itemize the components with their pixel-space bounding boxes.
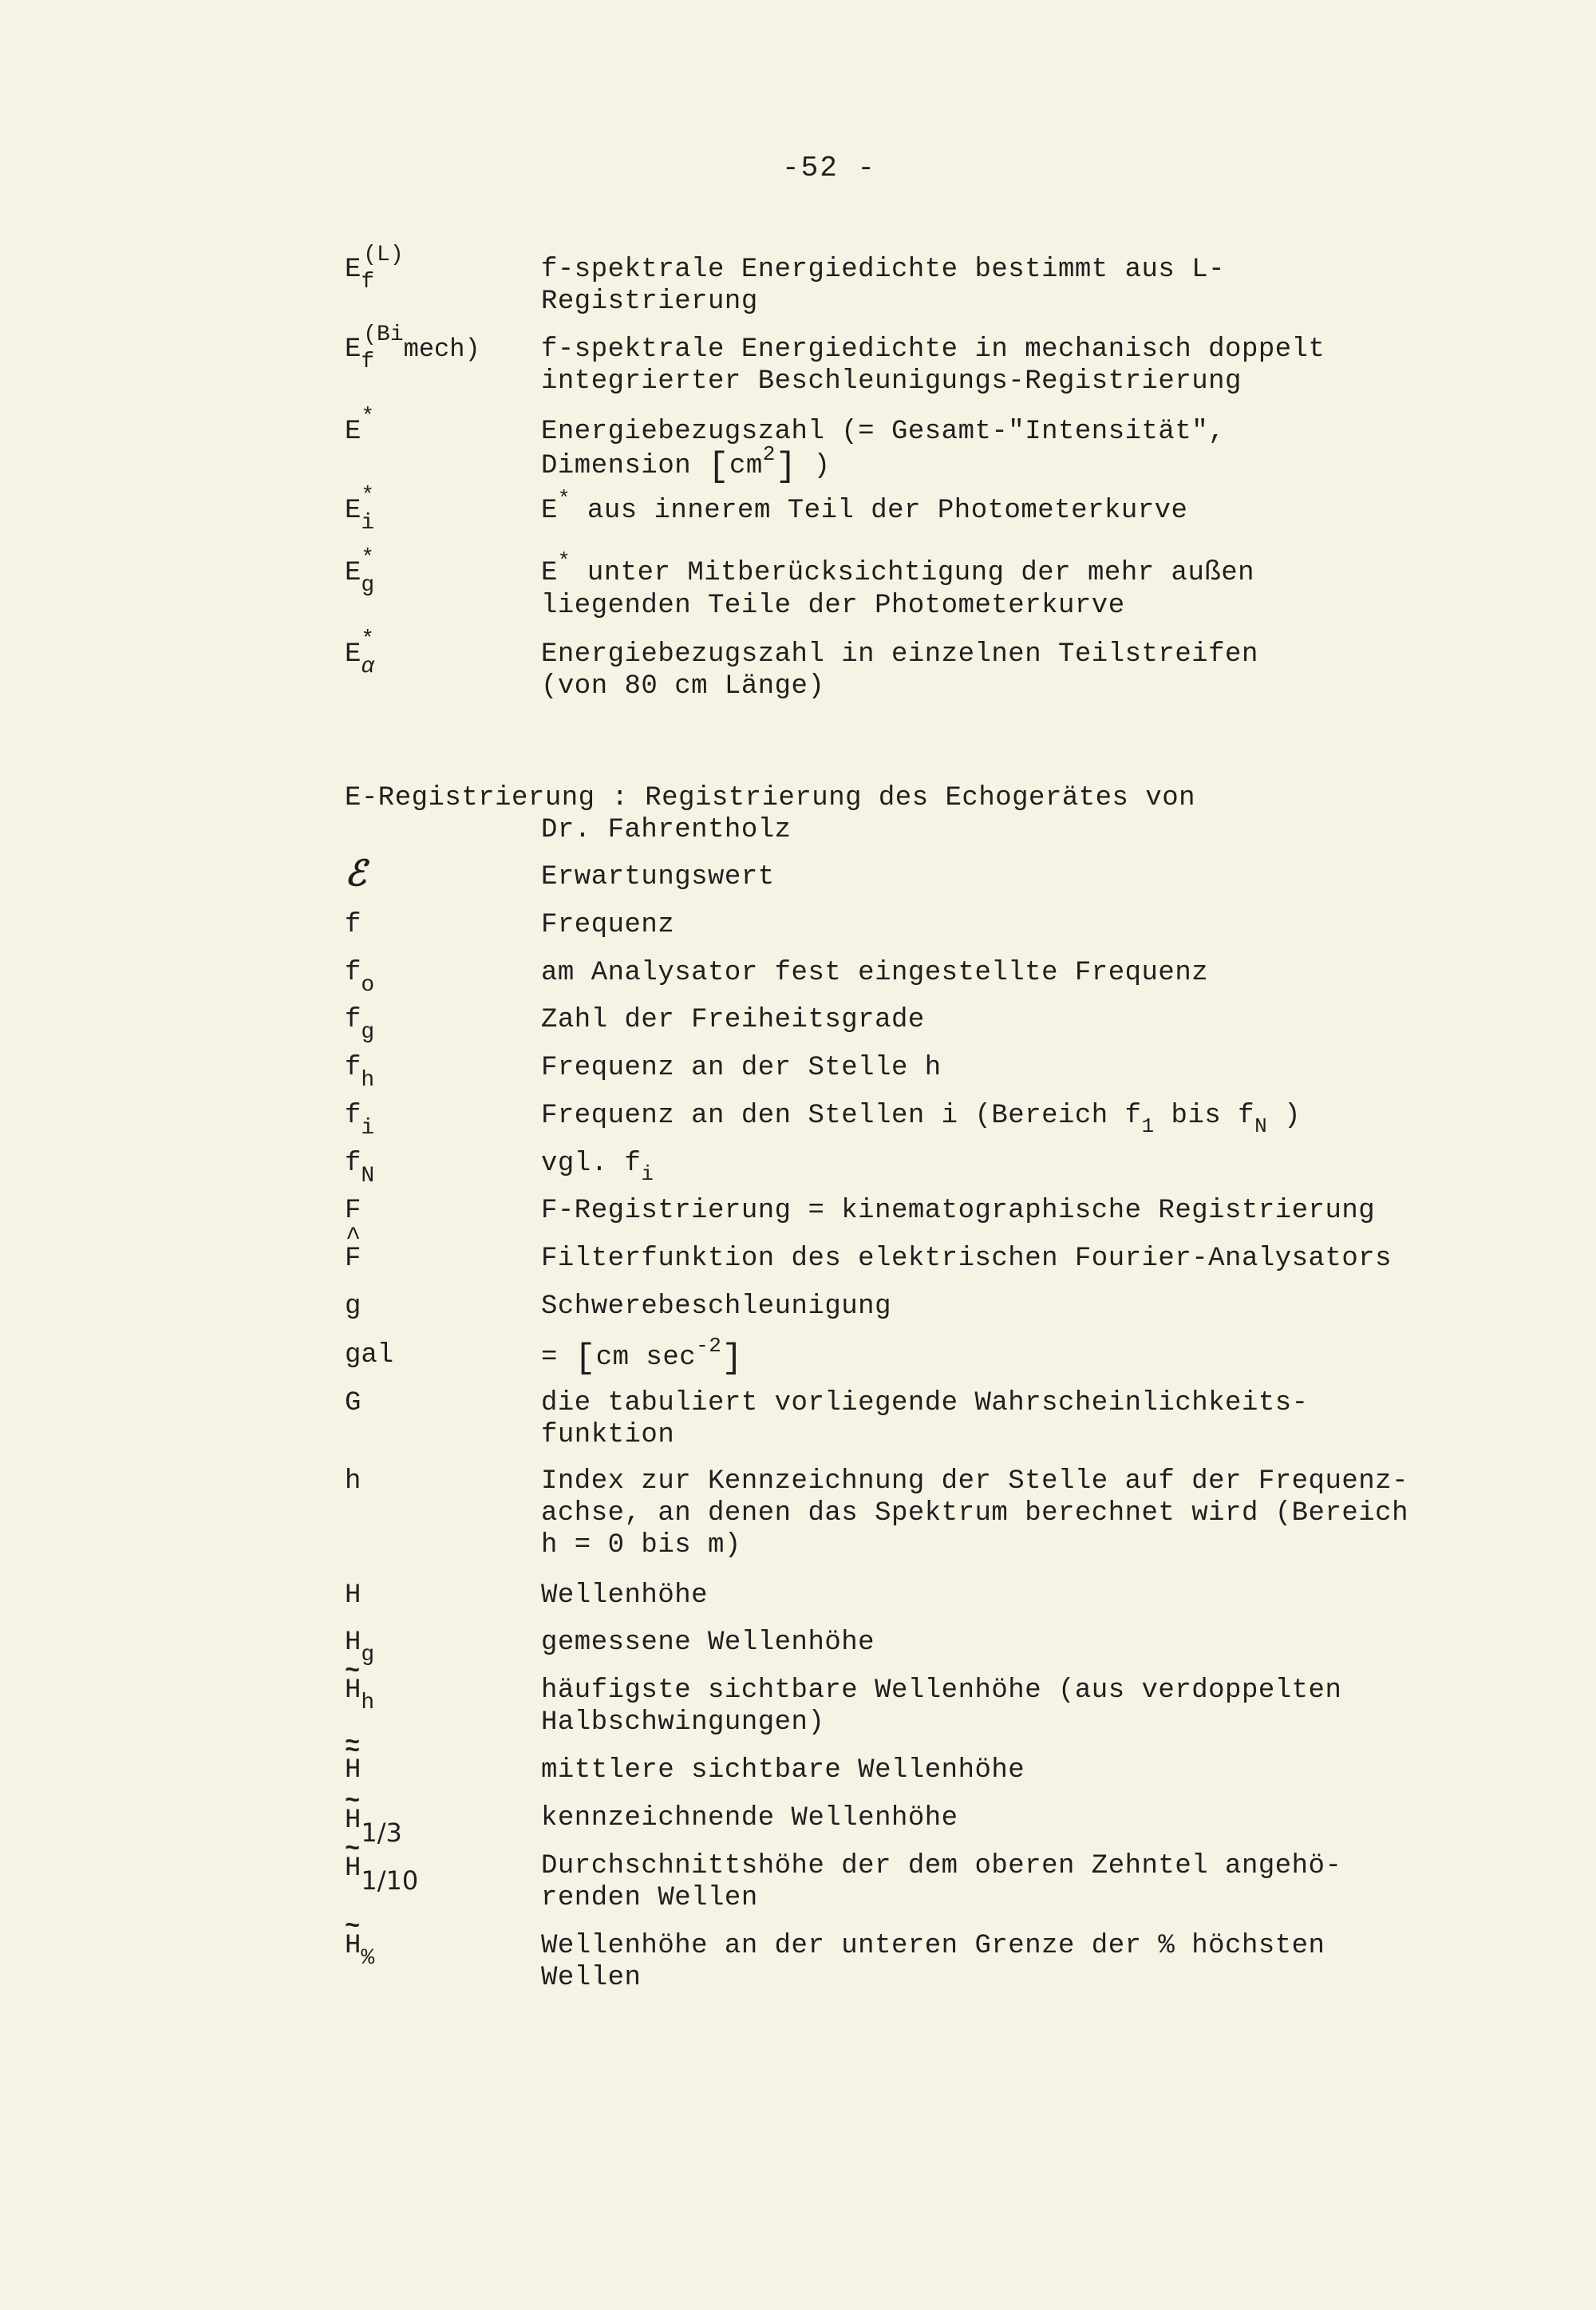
symbol: $E_g^*$ [345,546,375,598]
definition: f-spektrale Energiedichte bestimmt aus L- Registrierung [541,255,1226,317]
symbol: ~ $H_h$ [345,1675,374,1708]
definition: am Analysator fest eingestellte Frequenz [541,958,1209,988]
symbol: $E_f^{(Bi}mech$) [345,322,480,374]
definition: Frequenz an den Stellen i (Bereich $f_1$ bis $f_N$ ) [541,1101,1301,1138]
definition: Frequenz an der Stelle h [541,1053,942,1083]
definition: vgl. $f_i$ [541,1149,654,1186]
definition: F-Registrierung = kinematographische Registrierung [541,1196,1376,1226]
definition: Wellenhöhe [541,1580,709,1611]
definition: f-spektrale Energiedichte in mechanisch doppelt integrierter Beschleunigungs-Registrierung [541,334,1325,397]
symbol: ~ $H_{\%}$ [345,1930,374,1964]
definition: Wellenhöhe an der unteren Grenze der % höchsten Wellen [541,1931,1325,1993]
symbol: E* [345,405,375,447]
tilde-accent: ~ H [345,1853,361,1885]
expectation-symbol: ℰ [345,853,366,894]
symbol: $f_N$ [345,1149,375,1189]
symbol: $E_i^*$ [345,484,375,536]
definition: kennzeichnende Wellenhöhe [541,1803,958,1833]
symbol [345,1243,361,1275]
definition: Frequenz [541,910,675,940]
definition: Energiebezugszahl (= Gesamt-"Intensität", Dimension $[cm^2]$ ) [541,417,1226,487]
symbol: $E_f^{(L)}$ [345,243,404,295]
definition: Filterfunktion des elektrischen Fourier-Analysators [541,1244,1393,1274]
symbol: $f_o$ [345,958,375,998]
definition: Index zur Kennzeichnung der Stelle auf der Frequenz- achse, an denen das Spektrum berechnet wird (Bereich h = 0 bis m) [541,1466,1408,1560]
symbol: $H_g$ [345,1628,375,1667]
symbol: h [345,1466,361,1497]
symbol: ~ H1/3 [345,1802,402,1837]
definition: = [cm $\sec^{-2}$] [541,1334,744,1378]
symbol: gal [345,1340,394,1371]
page-number: -52 - [782,152,877,184]
symbol: $f_g$ [345,1005,375,1045]
tilde-accent: ~ H [345,1805,361,1837]
double-tilde-accent: ~ H ~ [345,1754,361,1786]
definition: gemessene Wellenhöhe [541,1628,875,1658]
symbol [345,1754,361,1786]
symbol: $f_i$ [345,1101,375,1141]
definition: E* aus innerem Teil der Photometerkurve [541,487,1188,526]
symbol: f [345,910,361,940]
symbol: G [345,1388,361,1418]
symbol: $E_\alpha^*$ [345,627,375,679]
definition: Erwartungswert [541,862,775,892]
definition: mittlere sichtbare Wellenhöhe [541,1755,1025,1786]
definition: die tabuliert vorliegende Wahrscheinlichkeits- funktion [541,1388,1309,1450]
symbol: ~ H1/10 [345,1850,418,1885]
hat-accent: ^ F [345,1243,361,1275]
tilde-accent: ~ H [345,1675,361,1707]
symbol: g [345,1291,361,1322]
definition: häufigste sichtbare Wellenhöhe (aus verdoppelten Halbschwingungen) [541,1675,1342,1738]
e-registrierung-label: E-Registrierung : Registrierung des Echogerätes von [345,783,1196,813]
symbol: H [345,1580,361,1611]
tilde-accent: ~ H [345,1930,361,1962]
symbol: F [345,1196,361,1226]
definition: E* unter Mitberücksichtigung der mehr außen liegenden Teile der Photometerkurve [541,549,1255,621]
definition: Zahl der Freiheitsgrade [541,1005,925,1035]
definition: Schwerebeschleunigung [541,1291,891,1322]
definition: Dr. Fahrentholz [541,815,792,845]
definition: Energiebezugszahl in einzelnen Teilstreifen (von 80 cm Länge) [541,639,1258,702]
definition: Durchschnittshöhe der dem oberen Zehntel angehö- renden Wellen [541,1851,1342,1913]
symbol: $f_h$ [345,1053,375,1093]
